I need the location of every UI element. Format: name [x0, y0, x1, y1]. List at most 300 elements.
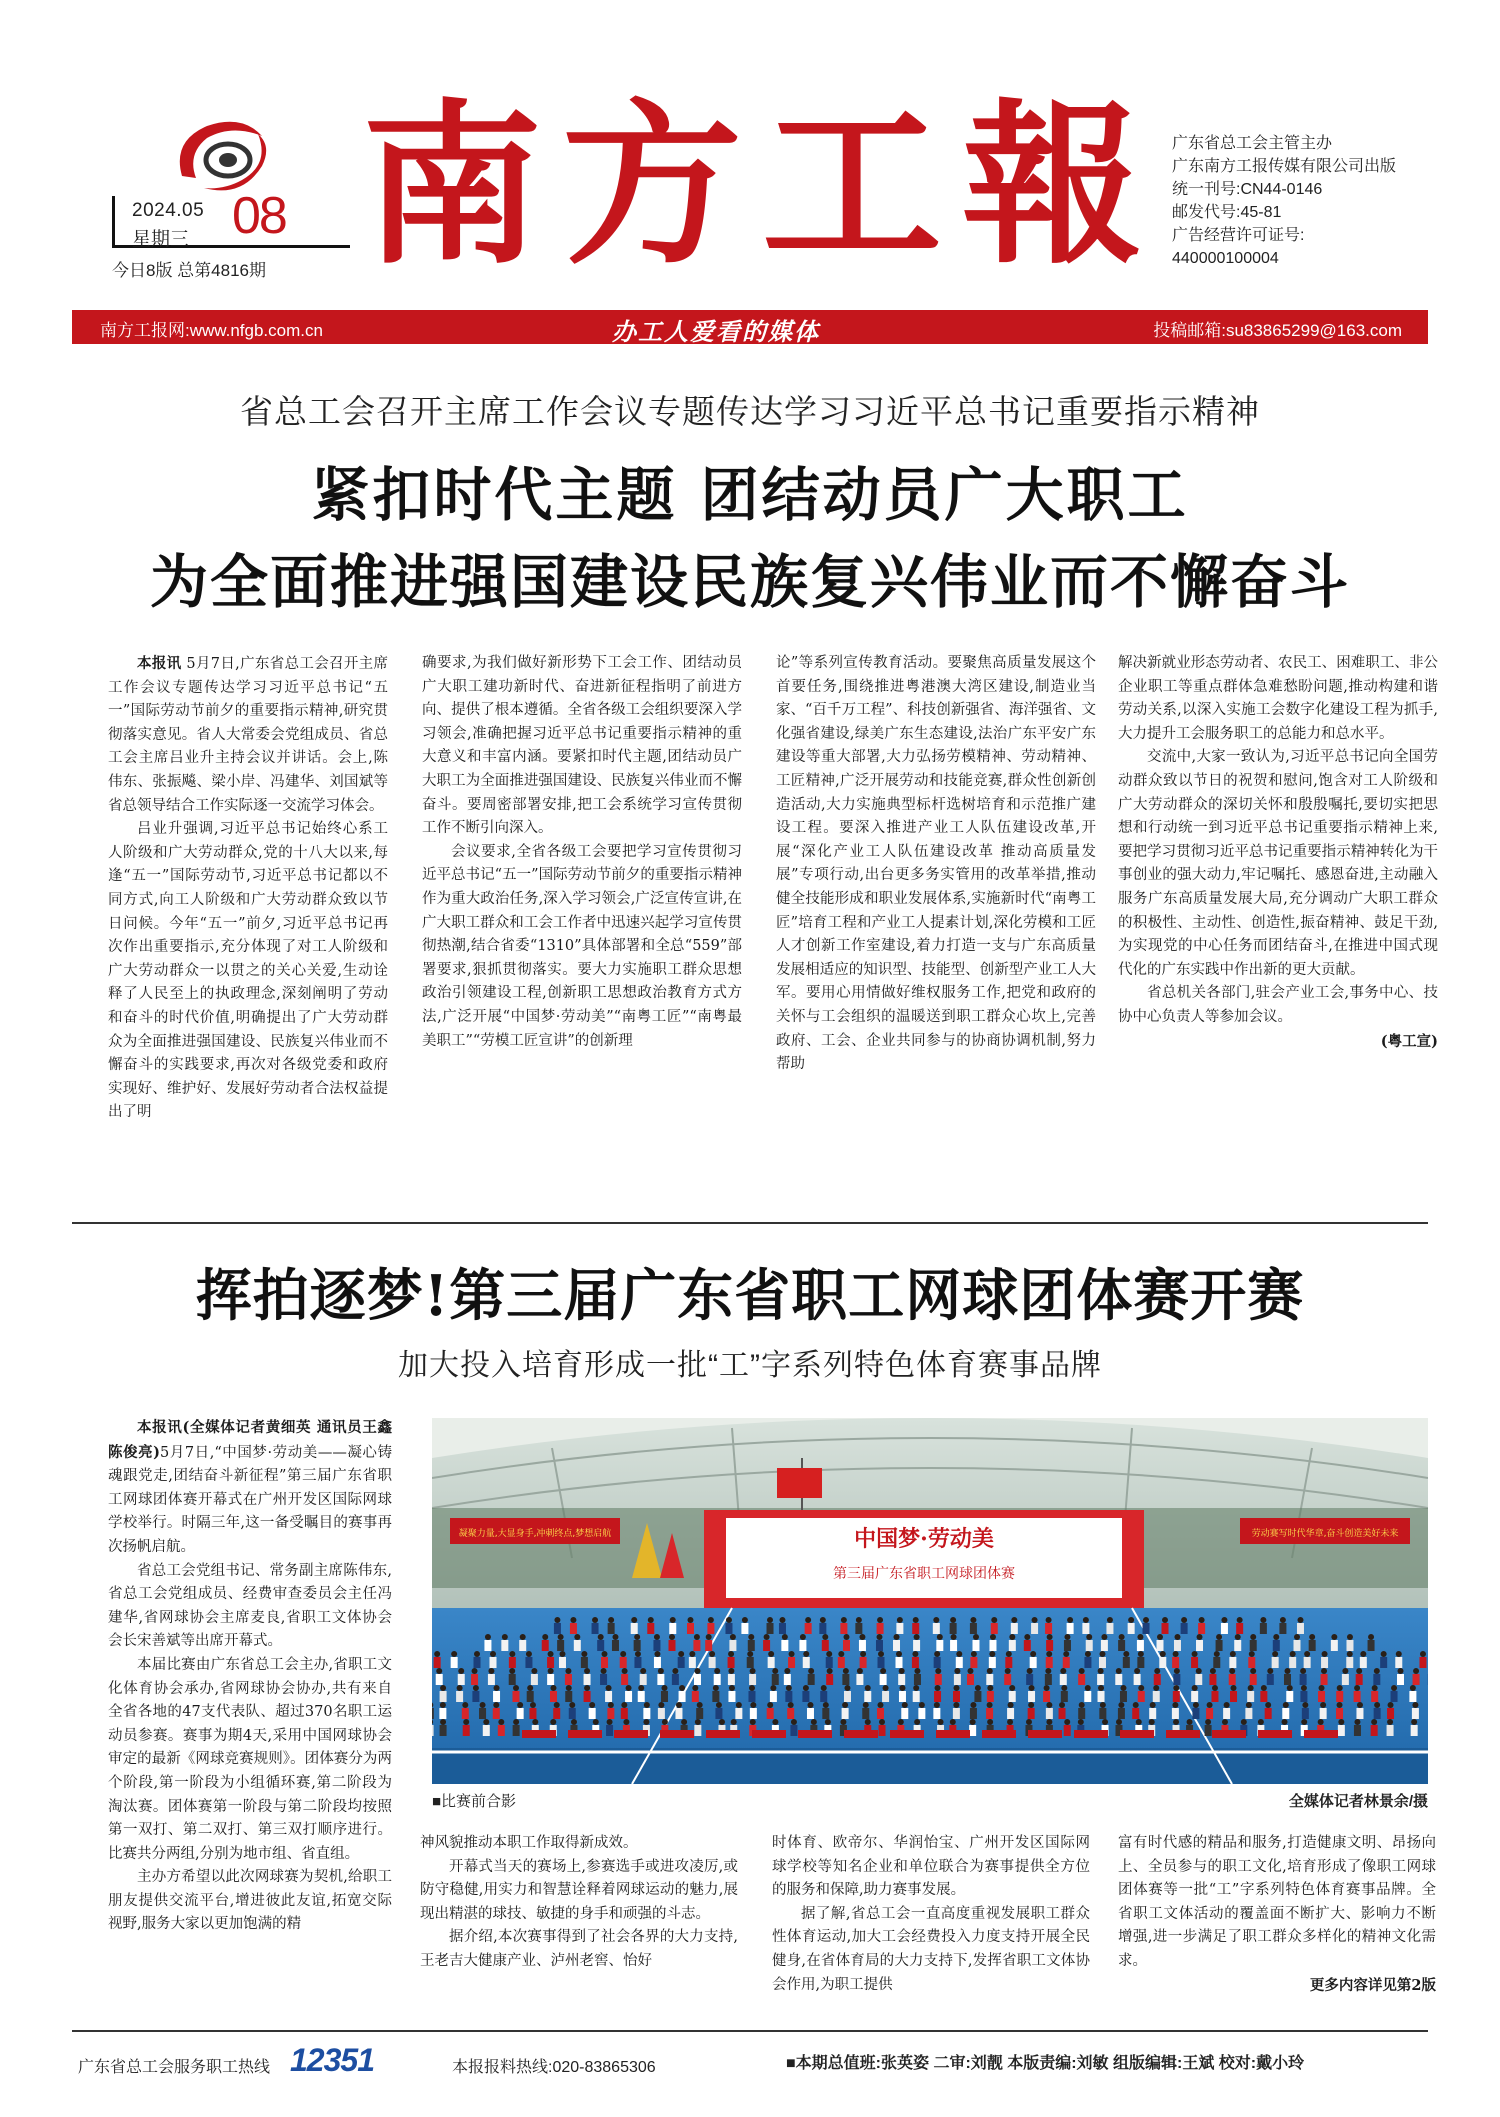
crowd-head: [1128, 1617, 1134, 1623]
crowd-head: [1212, 1685, 1218, 1691]
crowd-person: [525, 1657, 532, 1668]
crowd-head: [748, 1634, 754, 1640]
crowd-head: [1044, 1685, 1050, 1691]
crowd-person: [1321, 1657, 1328, 1668]
crowd-head: [1030, 1651, 1036, 1657]
crowd-person: [550, 1691, 557, 1702]
crowd-head: [768, 1651, 774, 1657]
crowd-head: [531, 1668, 537, 1674]
crowd-head: [1153, 1685, 1159, 1691]
crowd-head: [750, 1719, 756, 1725]
date-day: 08: [232, 187, 286, 245]
crowd-head: [1284, 1668, 1290, 1674]
crowd-head: [654, 1634, 660, 1640]
crowd-head: [934, 1702, 940, 1708]
crowd-person: [1063, 1657, 1070, 1668]
crowd-head: [805, 1617, 811, 1623]
crowd-head: [823, 1702, 829, 1708]
crowd-person: [987, 1691, 994, 1702]
crowd-person: [790, 1725, 797, 1736]
paragraph: 解决新就业形态劳动者、农民工、困难职工、非公企业职工等重点群体急难愁盼问题,推动构建和谐劳动关系,以深入实施工会数字化建设工程为抓手,大力提升工会服务职工的总能力和总水平。: [1118, 655, 1438, 742]
submission-email[interactable]: 投稿邮箱:su83865299@163.com: [1153, 321, 1402, 340]
crowd-head: [584, 1668, 590, 1674]
crowd-person: [1099, 1657, 1106, 1668]
crowd-head: [527, 1685, 533, 1691]
crowd-person: [597, 1640, 604, 1651]
crowd-head: [662, 1719, 668, 1725]
crowd-head: [1411, 1719, 1417, 1725]
crowd-person: [1413, 1674, 1420, 1685]
crowd-head: [865, 1685, 871, 1691]
crowd-head: [970, 1617, 976, 1623]
crowd-head: [950, 1719, 956, 1725]
crowd-person: [1159, 1657, 1166, 1668]
crowd-person: [547, 1674, 554, 1685]
crowd-person: [748, 1691, 755, 1702]
crowd-head: [1231, 1685, 1237, 1691]
crowd-person: [436, 1674, 443, 1685]
crowd-person: [822, 1708, 829, 1719]
crowd-head: [956, 1651, 962, 1657]
story1-kicker: 省总工会召开主席工作会议专题传达学习习近平总书记重要指示精神: [240, 393, 1260, 430]
team-banner: [1258, 1730, 1292, 1738]
crowd-head: [1079, 1702, 1085, 1708]
crowd-head: [767, 1702, 773, 1708]
crowd-person: [820, 1691, 827, 1702]
crowd-person: [1097, 1674, 1104, 1685]
crowd-head: [1205, 1719, 1211, 1725]
crowd-head: [807, 1702, 813, 1708]
crowd-head: [1123, 1651, 1129, 1657]
crowd-head: [635, 1651, 641, 1657]
crowd-head: [838, 1651, 844, 1657]
crowd-head: [1157, 1634, 1163, 1640]
team-banner: [1028, 1730, 1062, 1738]
crowd-head: [987, 1719, 993, 1725]
crowd-head: [937, 1634, 943, 1640]
crowd-head: [513, 1685, 519, 1691]
crowd-head: [1046, 1702, 1052, 1708]
crowd-head: [458, 1668, 464, 1674]
crowd-head: [485, 1634, 491, 1640]
crowd-head: [1137, 1634, 1143, 1640]
crowd-person: [826, 1657, 833, 1668]
crowd-head: [914, 1668, 920, 1674]
crowd-person: [1086, 1640, 1093, 1651]
crowd-head: [938, 1719, 944, 1725]
crowd-head: [1005, 1668, 1011, 1674]
crowd-person: [1216, 1640, 1223, 1651]
crowd-head: [1192, 1685, 1198, 1691]
pub-info-line: 440000100004: [1172, 250, 1279, 267]
date-weekday: 星期三: [132, 229, 190, 250]
publication-info: [1172, 132, 1396, 270]
crowd-head: [638, 1685, 644, 1691]
crowd-head: [877, 1617, 883, 1623]
crowd-head: [1006, 1651, 1012, 1657]
group-photo[interactable]: [432, 1418, 1428, 1784]
crowd-head: [876, 1634, 882, 1640]
crowd-head: [730, 1634, 736, 1640]
crowd-head: [747, 1651, 753, 1657]
crowd-head: [912, 1651, 918, 1657]
crowd-person: [1338, 1725, 1345, 1736]
crowd-person: [935, 1674, 942, 1685]
crowd-person: [953, 1708, 960, 1719]
paragraph: 据介绍,本次赛事得到了社会各界的大力支持,王老吉大健康产业、泸州老窖、怡好: [420, 1929, 738, 1969]
crowd-head: [1250, 1668, 1256, 1674]
story1-column-2: [422, 652, 742, 1212]
crowd-head: [788, 1702, 794, 1708]
crowd-head: [1098, 1685, 1104, 1691]
pub-info-line: 广东省总工会主管主办: [1172, 135, 1333, 152]
paragraph: 据了解,省总工会一直高度重视发展职工群众性体育运动,加大工会经费投入力度支持开展全民健身,在省体育局的大力支持下,发挥省职工文体协会作用,为职工提供: [772, 1905, 1090, 1993]
crowd-head: [1387, 1719, 1393, 1725]
crowd-person: [1346, 1640, 1353, 1651]
crowd-head: [1009, 1685, 1015, 1691]
crowd-head: [1337, 1685, 1343, 1691]
crowd-head: [1214, 1651, 1220, 1657]
crowd-person: [714, 1674, 721, 1685]
story1-signature: (粤工宣): [1380, 1032, 1438, 1050]
crowd-person: [473, 1657, 480, 1668]
crowd-person: [493, 1691, 500, 1702]
crowd-head: [440, 1702, 446, 1708]
crowd-person: [709, 1657, 716, 1668]
crowd-person: [696, 1708, 703, 1719]
crowd-head: [1149, 1719, 1155, 1725]
crowd-person: [844, 1691, 851, 1702]
crowd-head: [935, 1668, 941, 1674]
crowd-head: [474, 1651, 480, 1657]
crowd-person: [1374, 1708, 1381, 1719]
crowd-head: [1337, 1702, 1343, 1708]
crowd-head: [1107, 1617, 1113, 1623]
crowd-head: [877, 1702, 883, 1708]
crowd-head: [554, 1617, 560, 1623]
crowd-head: [1397, 1668, 1403, 1674]
crowd-head: [899, 1668, 905, 1674]
crowd-person: [1078, 1674, 1085, 1685]
crowd-person: [1321, 1674, 1328, 1685]
crowd-head: [1265, 1702, 1271, 1708]
crowd-head: [480, 1702, 486, 1708]
crowd-person: [970, 1708, 977, 1719]
crowd-head: [1029, 1685, 1035, 1691]
crowd-head: [934, 1651, 940, 1657]
crowd-head: [1272, 1651, 1278, 1657]
crowd-head: [970, 1702, 976, 1708]
crowd-person: [970, 1623, 977, 1634]
paragraph: 时体育、欧帝尔、华润怡宝、广州开发区国际网球学校等知名企业和单位联合为赛事提供全方位的服务和保障,助力赛事发展。: [772, 1835, 1090, 1899]
crowd-person: [547, 1657, 554, 1668]
crowd-person: [1411, 1725, 1418, 1736]
crowd-person: [1045, 1674, 1052, 1685]
crowd-head: [1116, 1719, 1122, 1725]
crowd-person: [498, 1725, 505, 1736]
crowd-head: [1282, 1719, 1288, 1725]
crowd-person: [856, 1674, 863, 1685]
crowd-head: [1374, 1702, 1380, 1708]
crowd-person: [893, 1640, 900, 1651]
crowd-person: [1373, 1674, 1380, 1685]
crowd-person: [1342, 1674, 1349, 1685]
crowd-person: [1213, 1657, 1220, 1668]
crowd-person: [896, 1623, 903, 1634]
crowd-person: [787, 1708, 794, 1719]
crowd-person: [1234, 1640, 1241, 1651]
crowd-person: [785, 1691, 792, 1702]
crowd-person: [531, 1674, 538, 1685]
crowd-person: [440, 1691, 447, 1702]
editorial-credits: ■本期总值班:张英姿 二审:刘靓 本版责编:刘敏 组版编辑:王斌 校对:戴小玲: [786, 2055, 1305, 2072]
crowd-head: [1027, 1668, 1033, 1674]
crowd-head: [670, 1617, 676, 1623]
crowd-person: [631, 1623, 638, 1634]
crowd-person: [1336, 1691, 1343, 1702]
crowd-person: [1101, 1640, 1108, 1651]
crowd-head: [1357, 1702, 1363, 1708]
crowd-person: [509, 1657, 516, 1668]
crowd-person: [1082, 1623, 1089, 1634]
crowd-person: [1300, 1674, 1307, 1685]
crowd-head: [1360, 1651, 1366, 1657]
crowd-head: [488, 1668, 494, 1674]
crowd-person: [1289, 1657, 1296, 1668]
crowd-head: [1136, 1719, 1142, 1725]
crowd-person: [1009, 1640, 1016, 1651]
crowd-person: [750, 1708, 757, 1719]
story2-column-3: [772, 1832, 1090, 2022]
crowd-person: [707, 1623, 714, 1634]
crowd-person: [842, 1708, 849, 1719]
crowd-person: [1143, 1623, 1150, 1634]
crowd-head: [728, 1668, 734, 1674]
crowd-head: [899, 1685, 905, 1691]
crowd-head: [1154, 1668, 1160, 1674]
crowd-head: [1260, 1617, 1266, 1623]
website-link[interactable]: 南方工报网:www.nfgb.com.cn: [100, 321, 323, 340]
crowd-head: [879, 1719, 885, 1725]
crowd-head: [825, 1719, 831, 1725]
crowd-head: [1354, 1719, 1360, 1725]
pub-info-line: 广告经营许可证号:: [1172, 227, 1305, 244]
crowd-head: [493, 1702, 499, 1708]
crowd-head: [520, 1634, 526, 1640]
banner-subtitle-text: 第三届广东省职工网球团体赛: [833, 1566, 1015, 1582]
crowd-head: [803, 1685, 809, 1691]
crowd-head: [608, 1617, 614, 1623]
slogan: 办工人爱看的媒体: [612, 319, 820, 346]
crowd-head: [490, 1651, 496, 1657]
crowd-person: [1260, 1691, 1267, 1702]
crowd-head: [772, 1719, 778, 1725]
crowd-head: [559, 1651, 565, 1657]
crowd-person: [559, 1657, 566, 1668]
crowd-head: [1143, 1617, 1149, 1623]
crowd-head: [1199, 1617, 1205, 1623]
crowd-person: [458, 1674, 465, 1685]
crowd-person: [799, 1640, 806, 1651]
crowd-head: [971, 1651, 977, 1657]
crowd-person: [728, 1657, 735, 1668]
crowd-head: [914, 1634, 920, 1640]
crowd-head: [601, 1651, 607, 1657]
crowd-head: [513, 1719, 519, 1725]
crowd-person: [1153, 1691, 1160, 1702]
crowd-person: [1009, 1691, 1016, 1702]
crowd-head: [644, 1702, 650, 1708]
crowd-person: [1192, 1708, 1199, 1719]
story2-headline[interactable]: 挥拍逐梦!第三届广东省职工网球团体赛开赛: [195, 1263, 1305, 1329]
crowd-person: [1059, 1708, 1066, 1719]
crowd-person: [735, 1708, 742, 1719]
story1-headline-line2[interactable]: 为全面推进强国建设民族复兴伟业而不懈奋斗: [149, 548, 1350, 616]
crowd-head: [679, 1685, 685, 1691]
pub-info-line: 广东南方工报传媒有限公司出版: [1172, 158, 1397, 175]
team-banner: [982, 1730, 1016, 1738]
crowd-person: [767, 1708, 774, 1719]
crowd-head: [509, 1668, 515, 1674]
crowd-person: [1267, 1674, 1274, 1685]
crowd-head: [593, 1719, 599, 1725]
crowd-head: [1101, 1634, 1107, 1640]
crowd-person: [989, 1657, 996, 1668]
crowd-head: [750, 1668, 756, 1674]
crowd-person: [1067, 1623, 1074, 1634]
crowd-person: [529, 1708, 536, 1719]
crowd-head: [1007, 1719, 1013, 1725]
crowd-person: [606, 1725, 613, 1736]
crowd-person: [694, 1674, 701, 1685]
team-banner: [752, 1730, 786, 1738]
crowd-person: [864, 1691, 871, 1702]
crowd-head: [1067, 1617, 1073, 1623]
crowd-person: [440, 1725, 447, 1736]
crowd-person: [1132, 1708, 1139, 1719]
more-content-link[interactable]: 更多内容详见第2版: [1309, 1976, 1436, 1994]
crowd-head: [1396, 1651, 1402, 1657]
crowd-person: [1084, 1657, 1091, 1668]
crowd-head: [1347, 1651, 1353, 1657]
crowd-head: [803, 1651, 809, 1657]
crowd-person: [1181, 1623, 1188, 1634]
crowd-head: [472, 1668, 478, 1674]
crowd-head: [592, 1617, 598, 1623]
crowd-head: [1045, 1668, 1051, 1674]
crowd-head: [933, 1617, 939, 1623]
crowd-person: [1272, 1657, 1279, 1668]
crowd-person: [1118, 1640, 1125, 1651]
crowd-person: [640, 1674, 647, 1685]
crowd-person: [805, 1623, 812, 1634]
crowd-person: [725, 1623, 732, 1634]
crowd-person: [1356, 1708, 1363, 1719]
crowd-person: [914, 1674, 921, 1685]
crowd-person: [687, 1623, 694, 1634]
crowd-person: [527, 1691, 534, 1702]
crowd-head: [1133, 1702, 1139, 1708]
crowd-head: [1059, 1702, 1065, 1708]
crowd-person: [490, 1657, 497, 1668]
crowd-head: [1162, 1617, 1168, 1623]
crowd-head: [571, 1719, 577, 1725]
crowd-person: [1078, 1708, 1085, 1719]
banner-right-text: 劳动赛写时代华章,奋斗创造美好未来: [1251, 1529, 1399, 1539]
crowd-head: [1100, 1702, 1106, 1708]
crowd-person: [513, 1725, 520, 1736]
crowd-head: [1371, 1719, 1377, 1725]
crowd-head: [1063, 1651, 1069, 1657]
paragraph: 省总工会党组书记、常务副主席陈伟东,省总工会党组成员、经费审查委员会主任冯建华,省网球协会主席麦良,省职工文体协会会长宋善斌等出席开幕式。: [108, 1562, 392, 1650]
crowd-person: [1221, 1623, 1228, 1634]
crowd-head: [728, 1651, 734, 1657]
crowd-head: [694, 1668, 700, 1674]
crowd-head: [990, 1634, 996, 1640]
crowd-person: [432, 1708, 434, 1719]
paragraph: 5月7日,“中国梦·劳动美——凝心铸魂跟党走,团结奋斗新征程”第三届广东省职工网球团体赛开幕式在广州开发区国际网球学校举行。时隔三年,这一备受瞩目的赛事再次扬帆启航。: [108, 1444, 392, 1555]
hotline-number[interactable]: 12351: [290, 2042, 374, 2078]
crowd-head: [709, 1651, 715, 1657]
crowd-person: [657, 1674, 664, 1685]
crowd-head: [919, 1702, 925, 1708]
crowd-person: [1028, 1691, 1035, 1702]
crowd-person: [784, 1674, 791, 1685]
paragraph: 本届比赛由广东省总工会主办,省职工文化体育协会承办,省网球协会协办,共有来自全省各地的47支代表队、超过370名职工运动员参赛。赛事为期4天,采用中国网球协会审定的最新《网球竞赛规则》。团体赛分为两个阶段,第一阶段为小组循环赛,第二阶段为淘汰赛。团体赛第一阶段与第二阶段均按照第一双打、第二双打、第三双打顺序进行。比赛共分两组,分别为地市组、省直组。: [108, 1656, 392, 1862]
crowd-person: [1206, 1708, 1213, 1719]
crowd-head: [820, 1617, 826, 1623]
crowd-head: [1118, 1702, 1124, 1708]
crowd-person: [463, 1725, 470, 1736]
crowd-head: [1410, 1685, 1416, 1691]
tennis-group-photo-illustration: [432, 1418, 1428, 1784]
crowd-person: [675, 1708, 682, 1719]
crowd-person: [1011, 1623, 1018, 1634]
crowd-head: [1331, 1634, 1337, 1640]
photo-credit: 全媒体记者林景余/摄: [1288, 1793, 1428, 1810]
crowd-person: [554, 1623, 561, 1634]
crowd-head: [883, 1685, 889, 1691]
team-banner: [568, 1730, 602, 1738]
crowd-head: [989, 1651, 995, 1657]
crowd-head: [434, 1651, 440, 1657]
crowd-head: [643, 1719, 649, 1725]
crowd-head: [1320, 1702, 1326, 1708]
crowd-head: [581, 1651, 587, 1657]
story1-headline-line1[interactable]: 紧扣时代主题 团结动员广大职工: [311, 461, 1189, 529]
crowd-person: [509, 1674, 516, 1685]
paragraph: 会议要求,全省各级工会要把学习宣传贯彻习近平总书记“五一”国际劳动节前夕的重要指示精神作为重大政治任务,深入学习领会,广泛宣传宣讲,在广大职工群众和工会工作者中迅速兴起学习宣传贯彻热潮,结合省委“1310”具体部署和全总“559”部署要求,狠抓贯彻落实。要大力实施职工群众思想政治引领建设工程,创新职工思想政治教育方式方法,广泛开展“中国梦·劳动美”“南粤工匠”“南粤最美职工”“劳模工匠宣讲”的创新理: [422, 843, 742, 1049]
crowd-person: [956, 1657, 963, 1668]
crowd-head: [750, 1702, 756, 1708]
dateline: 本报讯: [137, 655, 182, 672]
crowd-head: [708, 1617, 714, 1623]
crowd-head: [863, 1702, 869, 1708]
crowd-person: [1046, 1708, 1053, 1719]
banner-left-text: 凝聚力量,大显身手,冲刺终点,梦想启航: [458, 1529, 612, 1539]
crowd-head: [716, 1702, 722, 1708]
crowd-person: [1229, 1674, 1236, 1685]
crowd-head: [1221, 1617, 1227, 1623]
crowd-head: [857, 1668, 863, 1674]
crowd-person: [802, 1691, 809, 1702]
crowd-head: [1420, 1651, 1426, 1657]
crowd-person: [772, 1674, 779, 1685]
crowd-person: [658, 1708, 665, 1719]
crowd-person: [456, 1691, 463, 1702]
paragraph: 5月7日,广东省总工会召开主席工作会议专题传达学习习近平总书记“五一”国际劳动节前夕的重要指示精神,研究贯彻落实意见。省人大常委会党组成员、省总工会主席吕业升主持会议并讲话。会上,陈伟东、张振飚、梁小岸、冯建华、刘国斌等省总领导结合工作实际逐一交流学习体会。: [108, 656, 388, 814]
crowd-person: [1248, 1657, 1255, 1668]
